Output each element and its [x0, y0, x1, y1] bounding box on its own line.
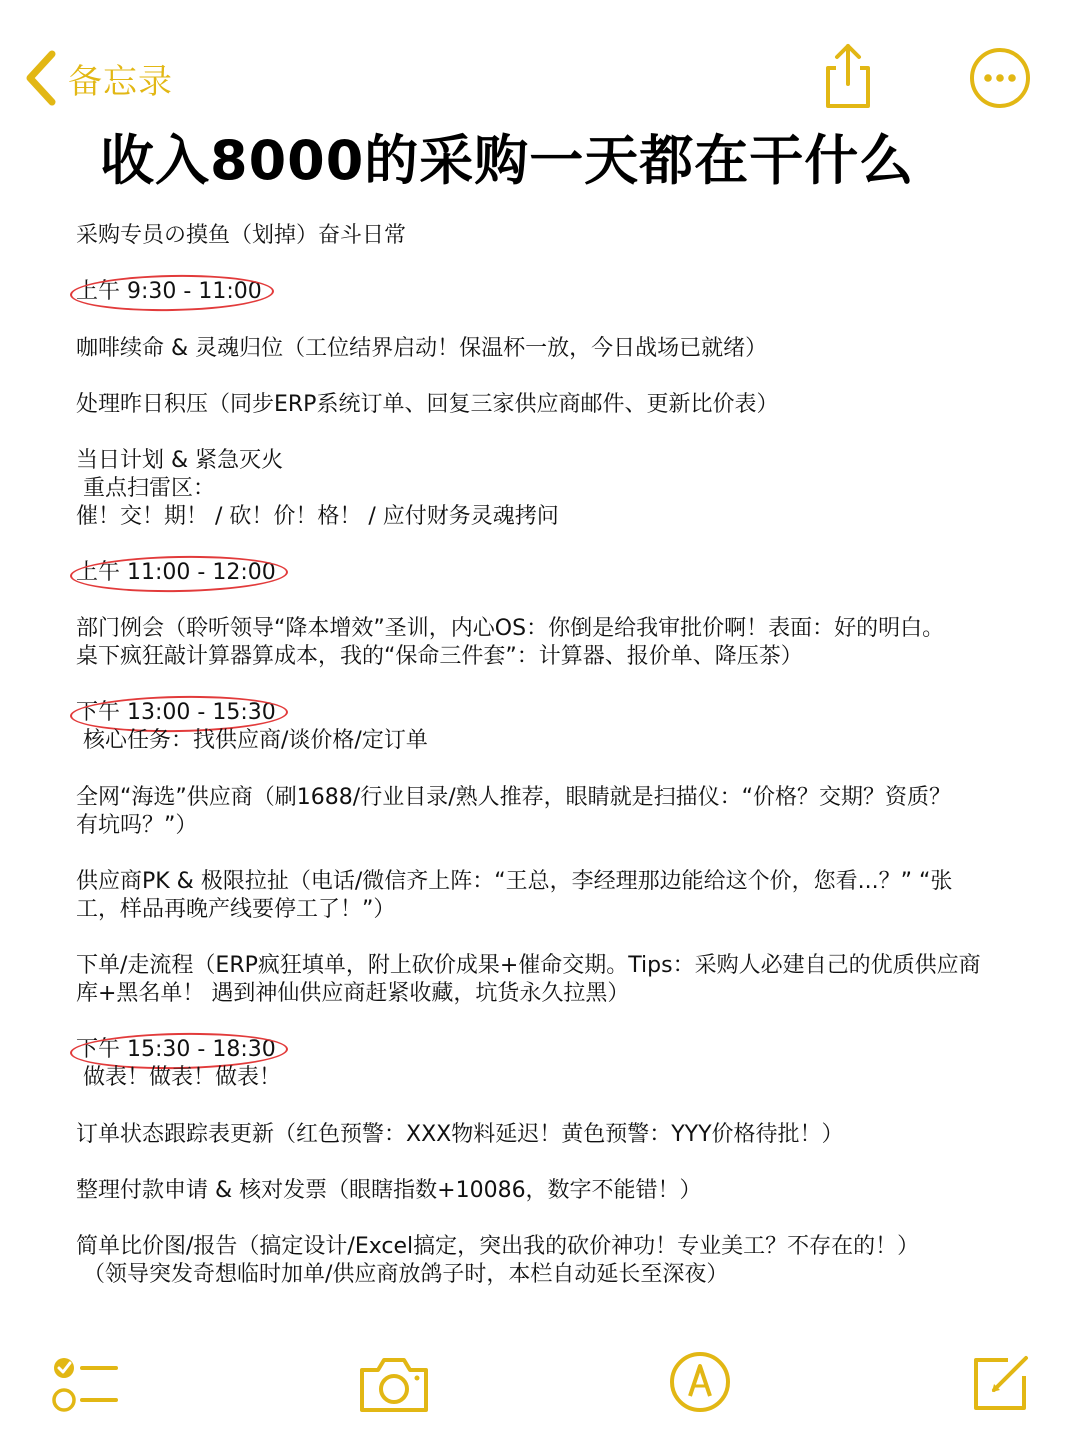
checklist-icon[interactable] — [50, 1352, 120, 1416]
time-heading — [76, 1036, 276, 1064]
note-line: 简单比价图/报告（搞定设计/Excel搞定，突出我的砍价神功！专业美工？不存在的！） — [76, 1234, 920, 1259]
note-line: 桌下疯狂敲计算器算成本，我的“保命三件套”：计算器、报价单、降压茶） — [76, 644, 803, 669]
time-label: 上午 11:00 - 12:00 — [76, 560, 276, 585]
note-line: 催！交！期！ / 砍！价！格！ / 应付财务灵魂拷问 — [76, 504, 559, 529]
note-line: 咖啡续命 & 灵魂归位（工位结界启动！保温杯一放，今日战场已就绪） — [76, 336, 768, 361]
chevron-left-icon — [22, 46, 62, 110]
compose-icon[interactable] — [968, 1350, 1034, 1416]
top-toolbar — [0, 0, 1080, 120]
note-line: 下单/走流程（ERP疯狂填单，附上砍价成果+催命交期。Tips：采购人必建自己的优质供应商 — [76, 953, 981, 978]
note-line: 重点扫雷区： — [76, 476, 215, 501]
share-icon[interactable] — [818, 40, 878, 112]
note-line: 核心任务：找供应商/谈价格/定订单 — [76, 728, 428, 753]
time-heading — [76, 699, 276, 727]
note-line: 处理昨日积压（同步ERP系统订单、回复三家供应商邮件、更新比价表） — [76, 392, 779, 417]
note-line: （领导突发奇想临时加单/供应商放鸽子时，本栏自动延长至深夜） — [76, 1262, 729, 1287]
time-heading — [76, 559, 276, 587]
note-title: 收入8000的采购一天都在干什么 — [100, 129, 915, 192]
note-subtitle: 采购专员の摸鱼（划掉）奋斗日常 — [76, 223, 407, 248]
note-line: 做表！做表！做表！ — [76, 1065, 281, 1090]
note-line: 供应商PK & 极限拉扯（电话/微信齐上阵：“王总，李经理那边能给这个价，您看...？” “张 — [76, 869, 953, 894]
time-label: 下午 15:30 - 18:30 — [76, 1037, 276, 1062]
note-line: 部门例会（聆听领导“降本增效”圣训，内心OS：你倒是给我审批价啊！表面：好的明白。 — [76, 616, 945, 641]
note-line: 订单状态跟踪表更新（红色预警：XXX物料延迟！黄色预警：YYY价格待批！） — [76, 1122, 844, 1147]
note-line: 当日计划 & 紧急灭火 — [76, 448, 284, 473]
bottom-toolbar — [0, 1340, 1080, 1440]
note-line: 全网“海选”供应商（刷1688/行业目录/熟人推荐，眼睛就是扫描仪：“价格？交期？资质？ — [76, 785, 952, 810]
note-line: 工，样品再晚产线要停工了！”） — [76, 897, 396, 922]
time-label: 上午 9:30 - 11:00 — [76, 279, 262, 304]
more-icon[interactable] — [968, 46, 1032, 110]
markup-pen-icon[interactable] — [668, 1350, 732, 1414]
time-label: 下午 13:00 - 15:30 — [76, 700, 276, 725]
note-line: 库+黑名单！ 遇到神仙供应商赶紧收藏，坑货永久拉黑） — [76, 981, 630, 1006]
back-label: 备忘录 — [68, 61, 173, 102]
camera-icon[interactable] — [356, 1354, 432, 1416]
back-button[interactable] — [22, 46, 173, 110]
note-line: 有坑吗？”） — [76, 813, 198, 838]
time-heading — [76, 278, 262, 306]
note-line: 整理付款申请 & 核对发票（眼瞎指数+10086，数字不能错！） — [76, 1178, 702, 1203]
